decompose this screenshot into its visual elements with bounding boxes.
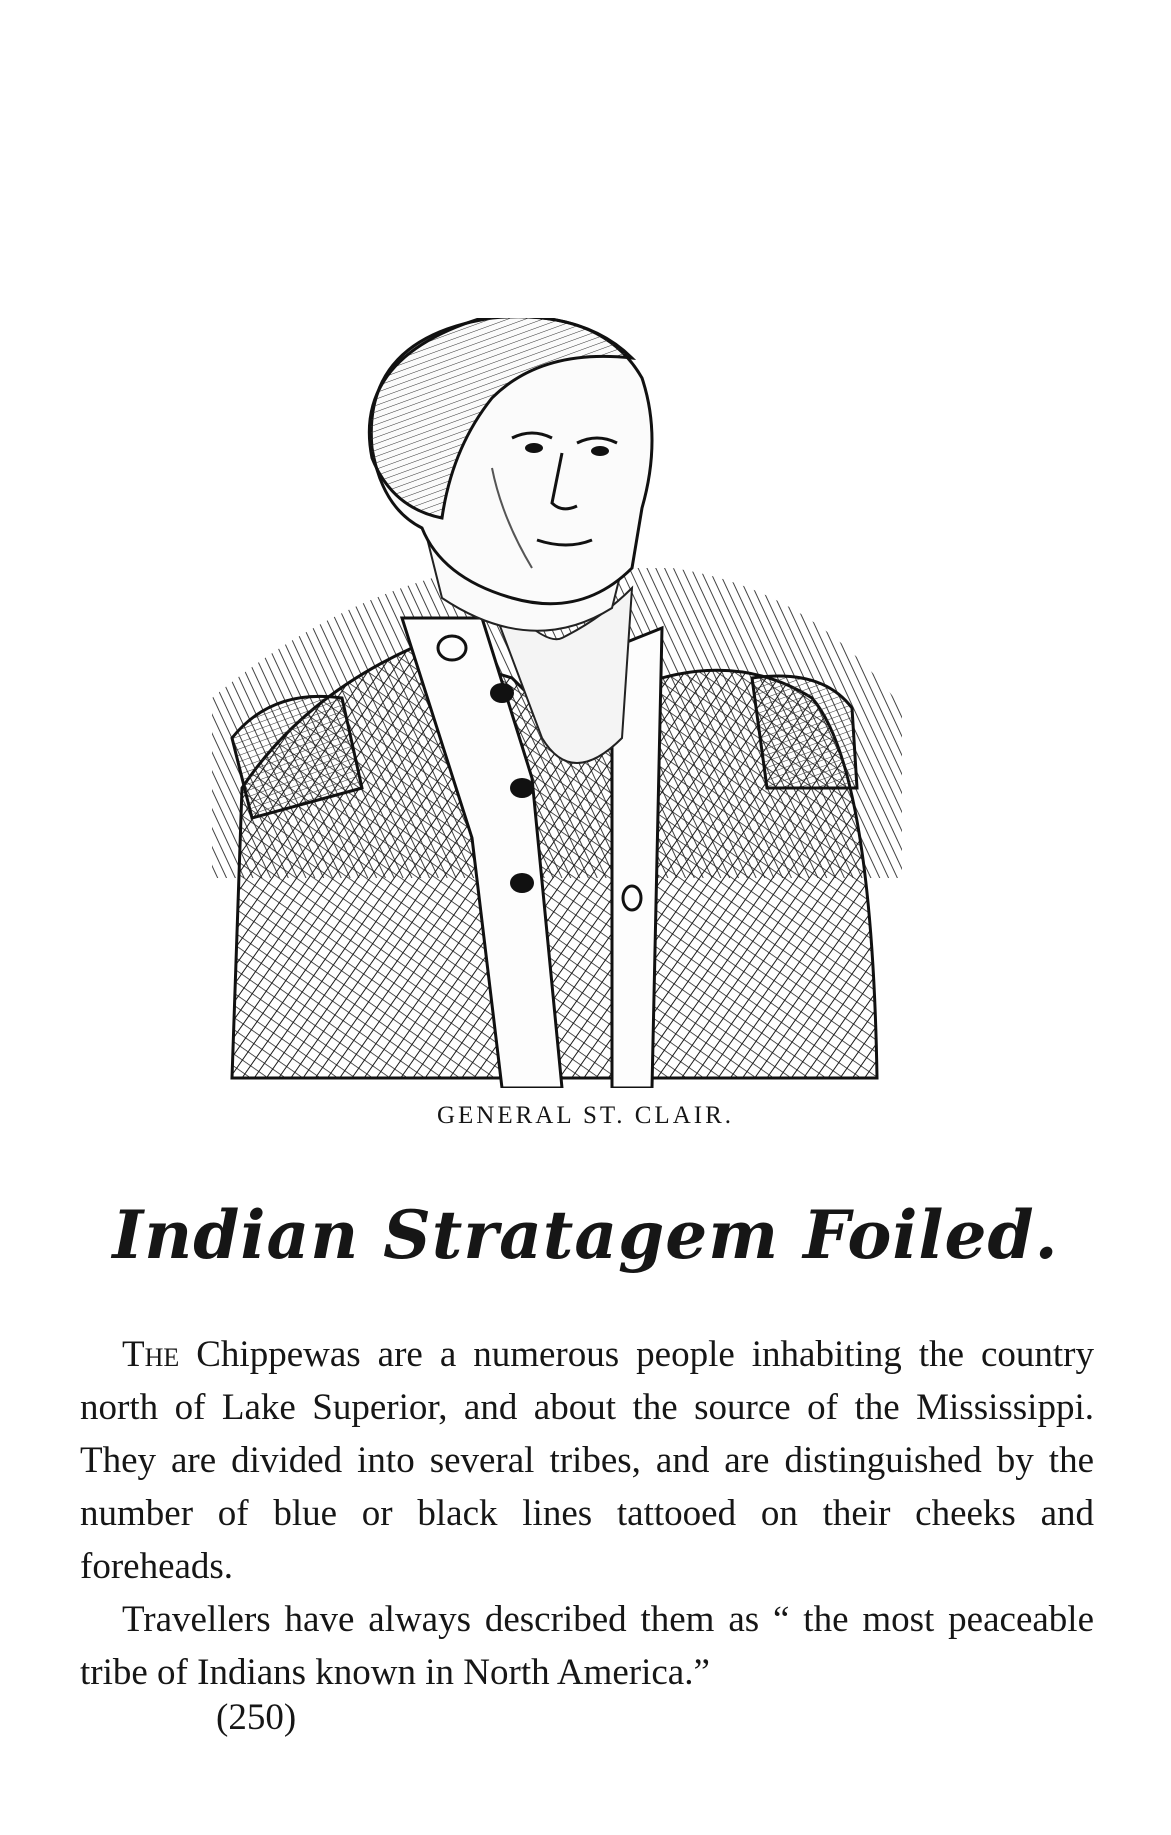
general-st-clair-portrait-engraving [212, 318, 902, 1088]
portrait-caption: GENERAL ST. CLAIR. [436, 1102, 735, 1129]
paragraph [80, 1328, 1094, 1593]
body-text [80, 1328, 1094, 1699]
chapter-title: Indian Stratagem Foiled. [112, 1196, 1059, 1274]
paragraph-lead-word: The [122, 1334, 180, 1375]
paragraph-text: Chippewas are a numerous people inhabiting the country north of Lake Superior, and about the source of the Mississippi. They are divided into several tribes, and are distinguished by the number of blue or black lines tattooed on their cheeks and foreheads. [80, 1334, 1094, 1587]
paragraph [80, 1593, 1094, 1699]
page-number: (250) [216, 1697, 297, 1738]
paragraph-text: Travellers have always described them as “ the most peaceable tribe of Indians known in North America.” [80, 1599, 1094, 1693]
